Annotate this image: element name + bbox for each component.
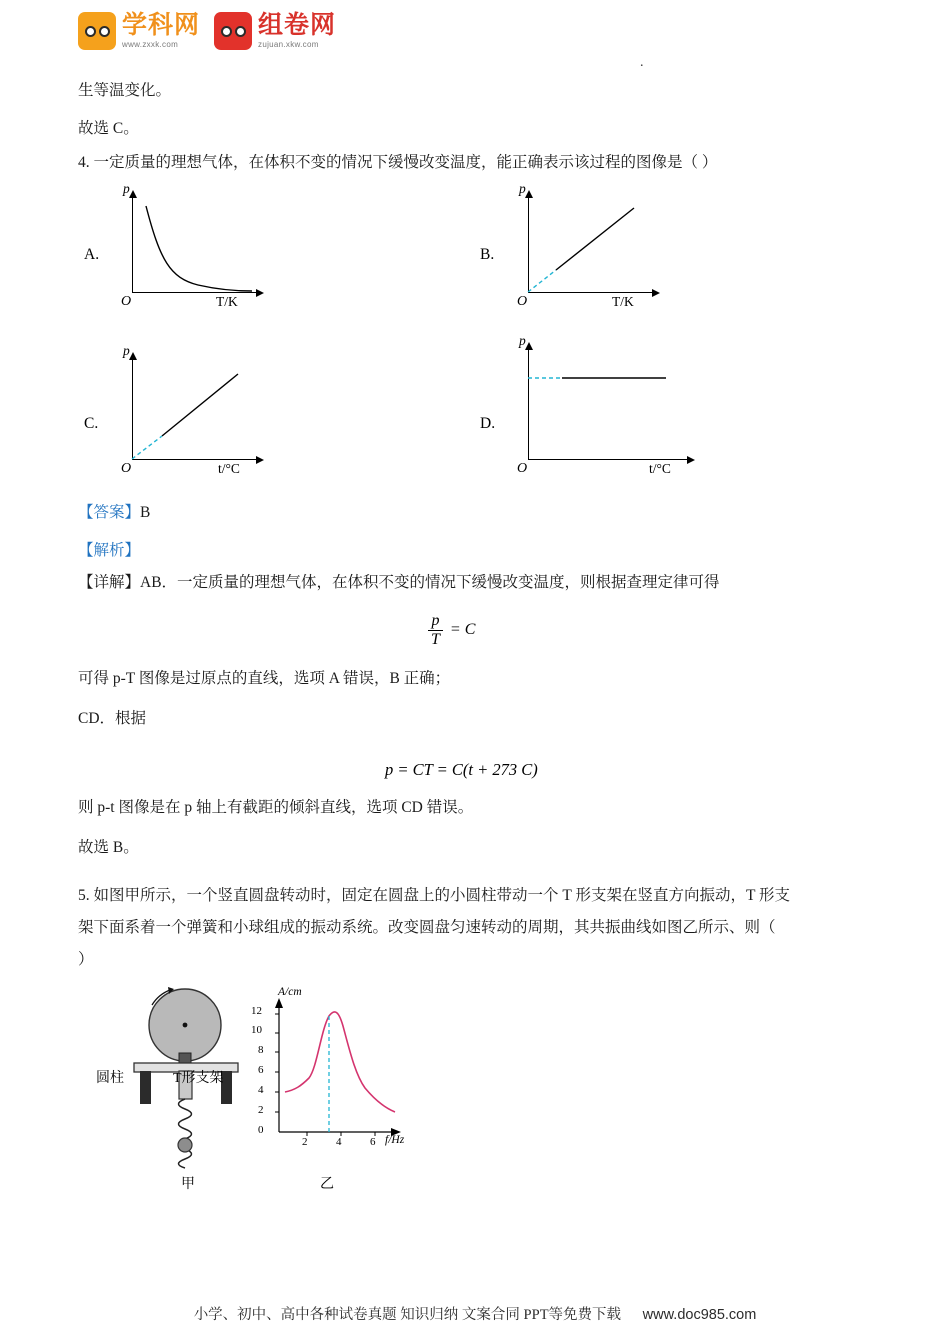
line-after-formula2: 则 p-t 图像是在 p 轴上有截距的倾斜直线，选项 CD 错误。 <box>78 799 474 816</box>
logo-zujuan[interactable] <box>214 12 336 50</box>
formula1-numerator: p <box>431 612 440 629</box>
question-5-stem-line3: ） <box>78 951 94 968</box>
xaxis-tick-6: 6 <box>370 1136 376 1148</box>
yaxis-tick-6: 6 <box>258 1064 264 1076</box>
yaxis-tick-10: 10 <box>251 1024 262 1036</box>
logo-zxxk-name: 学科网 <box>122 11 201 39</box>
footer-text: 小学、初中、高中各种试卷真题 知识归纳 文案合同 PPT等免费下载 <box>193 1307 622 1323</box>
resonance-chart <box>245 990 435 1160</box>
formula-p-equals-CT: p = CT = C(t + 273 C) <box>385 760 538 779</box>
figure-yi <box>245 986 435 1192</box>
yaxis-tick-0: 0 <box>258 1124 264 1136</box>
option-b-curve <box>516 190 716 305</box>
yaxis-tick-8: 8 <box>258 1044 264 1056</box>
option-d-curve <box>516 342 716 472</box>
xaxis-tick-4: 4 <box>336 1136 342 1148</box>
answer-row <box>78 502 150 524</box>
owl-icon-red <box>214 12 252 50</box>
logo-zxxk[interactable] <box>78 12 200 50</box>
xaxis-tick-2: 2 <box>302 1136 308 1148</box>
yaxis-name: A/cm <box>278 986 302 998</box>
footer-site[interactable]: www.doc985.com <box>642 1307 757 1323</box>
label-frame: T形支架 <box>173 1071 224 1086</box>
formula1-denominator: T <box>428 630 443 649</box>
answer-value: B <box>140 504 151 521</box>
question-5-stem-line1: 5. 如图甲所示，一个竖直圆盘转动时，固定在圆盘上的小圆柱带动一个 T 形支架在竖直方向振动，T 形支 <box>78 887 791 904</box>
yaxis-tick-2: 2 <box>258 1104 264 1116</box>
option-a-letter: A. <box>84 246 100 263</box>
formula-p-over-T <box>425 612 475 649</box>
option-c-curve <box>120 352 320 472</box>
detail-line: 【详解】AB．一定质量的理想气体，在体积不变的情况下缓慢改变温度，则根据查理定律可得 <box>78 574 720 591</box>
option-a-xaxis: T/K <box>216 294 238 309</box>
page-dot-mark: . <box>640 55 644 70</box>
figure-yi-caption: 乙 <box>320 1177 334 1192</box>
label-cylinder: 圆柱 <box>96 1071 124 1086</box>
option-c-graph: p O t/°C <box>120 352 320 467</box>
yaxis-tick-12: 12 <box>251 1005 262 1017</box>
option-b-origin: O <box>517 294 528 309</box>
analysis-label: 【解析】 <box>78 542 141 559</box>
option-b-letter: B. <box>480 246 495 263</box>
option-c-xaxis: t/°C <box>218 461 240 476</box>
site-logos <box>78 12 336 50</box>
option-c-origin: O <box>121 461 132 476</box>
option-d-graph: p O t/°C <box>516 342 716 457</box>
line-conclusion: 故选 B。 <box>78 839 139 856</box>
formula1-equals: = C <box>449 621 476 639</box>
footer <box>0 1303 950 1324</box>
option-b-xaxis: T/K <box>612 294 634 309</box>
question-4-stem: 4. 一定质量的理想气体，在体积不变的情况下缓慢改变温度，能正确表示该过程的图像是（ ） <box>78 154 718 171</box>
option-a-origin: O <box>121 294 132 309</box>
line-top-1: 生等温变化。 <box>78 82 172 99</box>
line-after-formula1: 可得 p-T 图像是过原点的直线，选项 A 错误，B 正确； <box>78 670 451 687</box>
yaxis-tick-4: 4 <box>258 1084 264 1096</box>
logo-zujuan-name: 组卷网 <box>258 11 337 39</box>
option-d-letter: D. <box>480 415 496 432</box>
line-cd: CD．根据 <box>78 710 147 727</box>
owl-icon <box>78 12 116 50</box>
answer-label: 【答案】 <box>78 504 141 521</box>
option-b-graph: p O T/K <box>516 190 716 305</box>
option-a-curve <box>120 190 320 305</box>
option-d-origin: O <box>517 461 528 476</box>
figure-jia-caption: 甲 <box>181 1177 195 1192</box>
line-top-2: 故选 C。 <box>78 120 139 137</box>
question-5-stem-line2: 架下面系着一个弹簧和小球组成的振动系统。改变圆盘匀速转动的周期，其共振曲线如图乙所示、则（ <box>78 919 776 936</box>
option-c-letter: C. <box>84 415 99 432</box>
xaxis-name: f/Hz <box>385 1134 405 1146</box>
option-a-graph: p O T/K <box>120 190 320 305</box>
logo-zxxk-url: www.zxxk.com <box>122 40 179 49</box>
logo-zujuan-url: zujuan.xkw.com <box>258 40 319 49</box>
option-d-xaxis: t/°C <box>649 461 671 476</box>
